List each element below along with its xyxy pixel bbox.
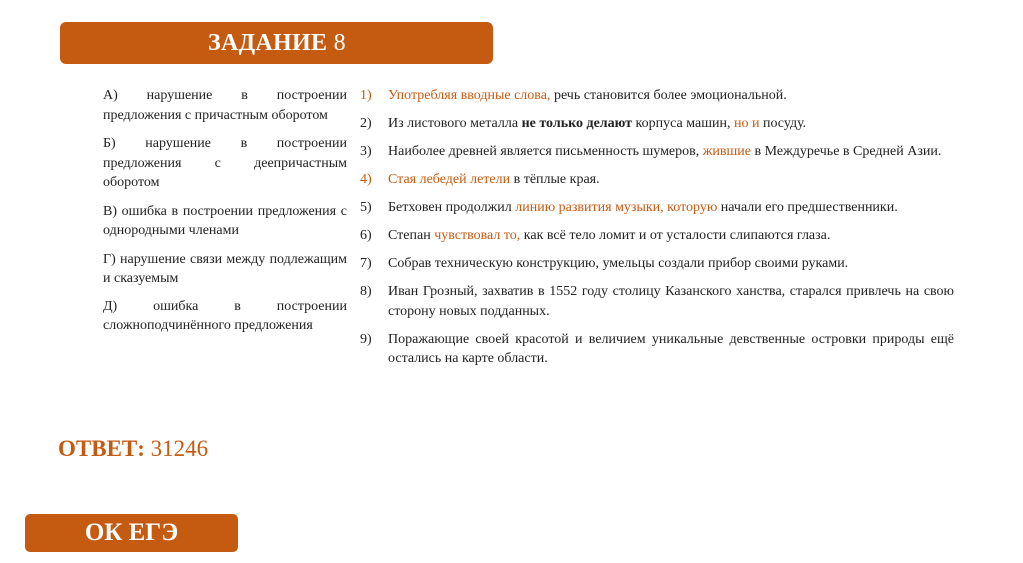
sentence-number: 5) bbox=[360, 200, 372, 215]
sentence-5 bbox=[360, 198, 954, 218]
answer-line bbox=[58, 436, 208, 462]
sentence-6 bbox=[360, 226, 954, 246]
sentence-text bbox=[388, 114, 954, 134]
sentence-text: Иван Грозный, захватив в 1552 году столицу Казанского ханства, старался привлечь на свою сторону новых подданных. bbox=[388, 284, 954, 319]
sentence-number: 4) bbox=[360, 172, 372, 187]
text-part: Бетховен продолжил bbox=[388, 200, 516, 215]
error-item-b: Б) нарушение в построении предложения с деепричастным оборотом bbox=[103, 136, 347, 190]
highlight: линию развития музыки, которую bbox=[515, 200, 718, 215]
sentence-text bbox=[388, 198, 954, 218]
sentence-text: Поражающие своей красотой и величием уникальные девственные островки природы ещё остались на карте области. bbox=[388, 331, 954, 366]
sentence-number: 6) bbox=[360, 228, 372, 243]
text-part: в Междуречье в Средней Азии. bbox=[751, 144, 942, 159]
sentence-8 bbox=[360, 282, 954, 321]
highlight: жившие bbox=[702, 144, 752, 159]
sentence-number: 3) bbox=[360, 144, 372, 159]
sentence-9 bbox=[360, 330, 954, 369]
sentence-number: 2) bbox=[360, 116, 372, 131]
sentence-text bbox=[388, 86, 954, 106]
sentence-text: Собрав техническую конструкцию, умельцы создали прибор своими руками. bbox=[388, 256, 849, 271]
answer-label: ОТВЕТ: bbox=[58, 436, 145, 461]
text-part: посуду. bbox=[759, 116, 807, 131]
sentence-4 bbox=[360, 170, 954, 190]
sentence-1 bbox=[360, 86, 954, 106]
text-part: речь становится более эмоциональной. bbox=[550, 88, 787, 103]
task-title-label: ЗАДАНИЕ bbox=[208, 30, 328, 56]
error-item-d: Д) ошибка в построении сложноподчинённого предложения bbox=[103, 298, 347, 333]
text-part: Наиболее древней является письменность шумеров, bbox=[388, 144, 703, 159]
highlight: чувствовал то, bbox=[434, 228, 521, 243]
sentence-text bbox=[388, 142, 954, 162]
sentence-7 bbox=[360, 254, 954, 274]
sentence-text bbox=[388, 226, 954, 246]
sentence-number: 8) bbox=[360, 284, 372, 299]
sentences-list bbox=[360, 86, 954, 377]
text-part: в тёплые края. bbox=[510, 172, 600, 187]
highlight: но и bbox=[733, 116, 760, 131]
sentence-number: 1) bbox=[360, 88, 372, 103]
text-part: Из листового металла bbox=[388, 116, 522, 131]
text-part: как всё тело ломит и от усталости слипаются глаза. bbox=[520, 228, 831, 243]
highlight: Употребляя вводные слова, bbox=[388, 88, 551, 103]
answer-value: 31246 bbox=[150, 436, 209, 461]
error-item-g: Г) нарушение связи между подлежащим и сказуемым bbox=[103, 251, 347, 286]
highlight: Стая лебедей летели bbox=[388, 172, 511, 187]
text-part: начали его предшественники. bbox=[717, 200, 898, 215]
sentence-3 bbox=[360, 142, 954, 162]
error-types-list bbox=[103, 86, 347, 345]
error-item-a: А) нарушение в построении предложения с причастным оборотом bbox=[103, 88, 347, 123]
text-part: Степан bbox=[388, 228, 435, 243]
error-item-v: В) ошибка в построении предложения с однородными членами bbox=[103, 203, 347, 238]
sentence-number: 9) bbox=[360, 331, 372, 347]
task-title-number: 8 bbox=[333, 30, 346, 56]
task-title-banner bbox=[60, 22, 493, 64]
footer-banner: ОК ЕГЭ bbox=[25, 514, 238, 552]
sentence-text bbox=[388, 170, 954, 190]
bold-phrase: не только делают bbox=[521, 116, 633, 131]
text-part: корпуса машин, bbox=[632, 116, 734, 131]
sentence-number: 7) bbox=[360, 256, 372, 271]
sentence-2 bbox=[360, 114, 954, 134]
